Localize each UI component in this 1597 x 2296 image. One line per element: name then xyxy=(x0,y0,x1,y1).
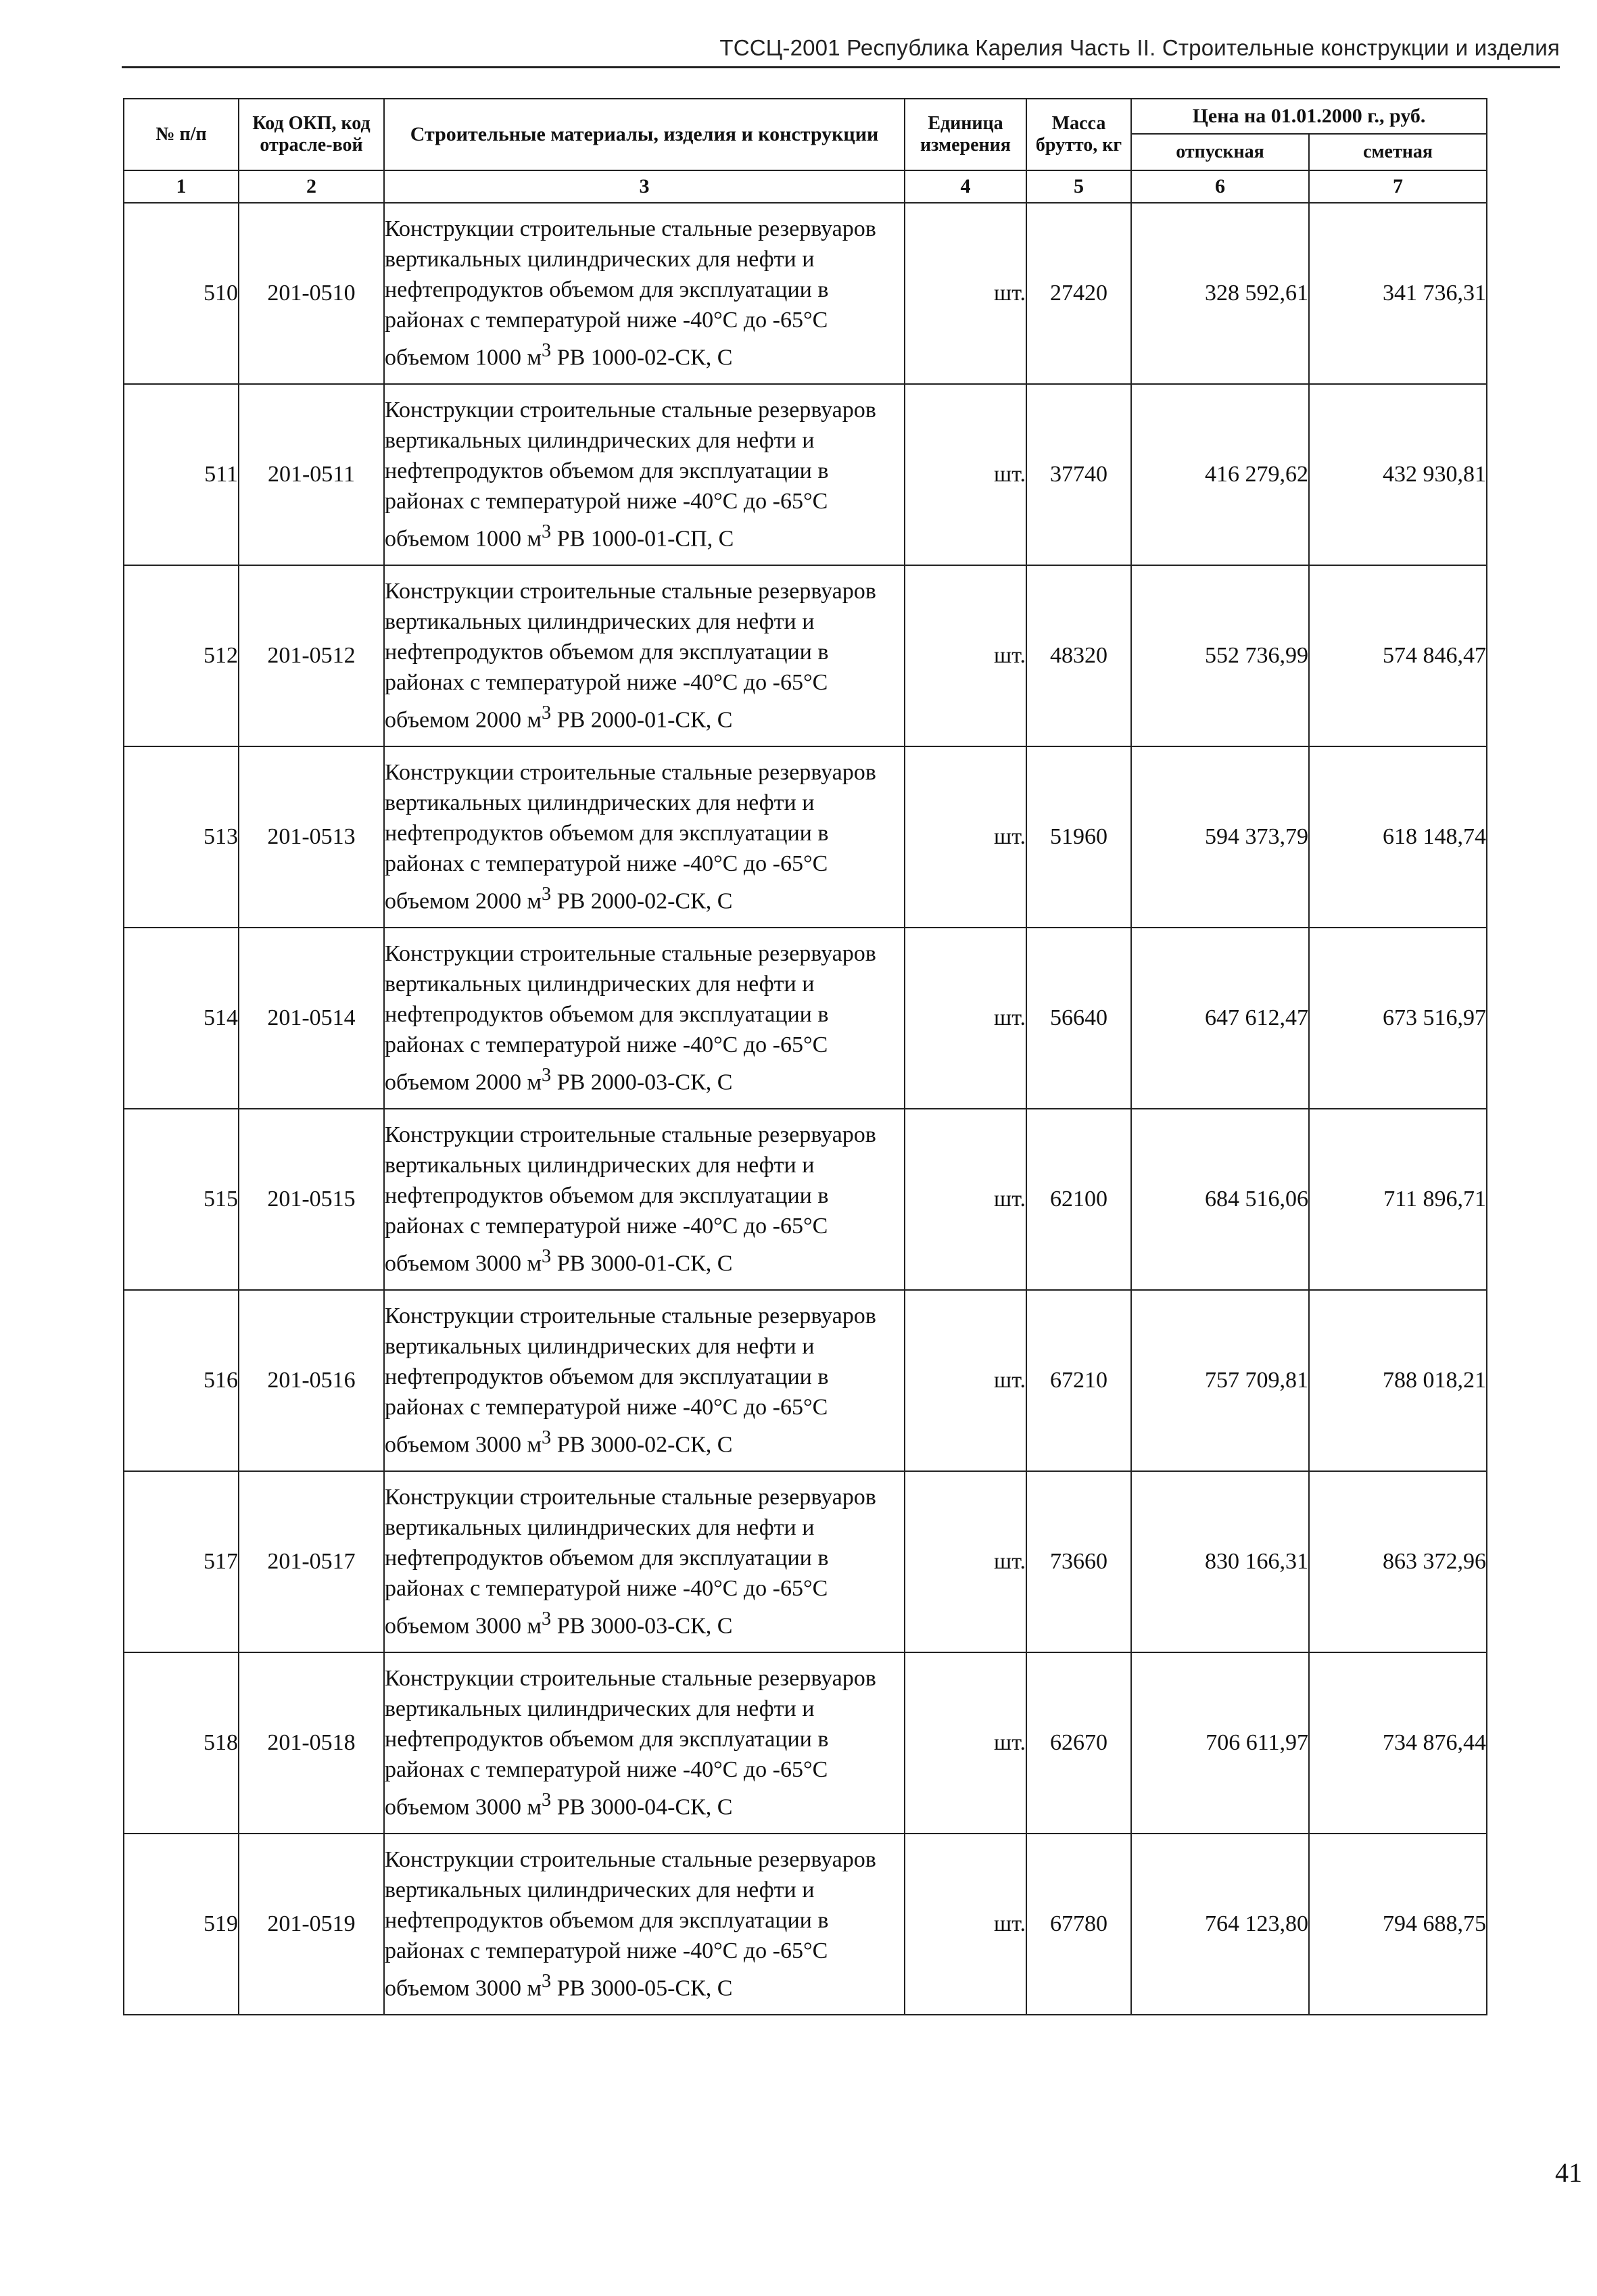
header-num: № п/п xyxy=(124,99,239,170)
item-description-text: Конструкции строительные стальные резервуаров вертикальных цилиндрических для нефти и нефтепродуктов объемом для эксплуатации в районах с температурой ниже -40°С до -65°С объемом 3000 м xyxy=(385,1122,876,1276)
row-number: 519 xyxy=(124,1834,239,2015)
okp-code: 201-0516 xyxy=(239,1290,384,1471)
header-rule xyxy=(122,66,1560,68)
unit-of-measure: шт. xyxy=(905,1652,1026,1834)
gross-mass: 62670 xyxy=(1026,1652,1131,1834)
header-name: Строительные материалы, изделия и конструкции xyxy=(384,99,905,170)
gross-mass: 73660 xyxy=(1026,1471,1131,1652)
column-number-row xyxy=(124,170,1487,203)
unit-of-measure: шт. xyxy=(905,1290,1026,1471)
gross-mass: 27420 xyxy=(1026,203,1131,384)
column-number: 2 xyxy=(239,170,384,203)
row-number: 518 xyxy=(124,1652,239,1834)
unit-of-measure: шт. xyxy=(905,203,1026,384)
release-price: 416 279,62 xyxy=(1131,384,1309,565)
item-description-code: РВ 2000-02-СК, С xyxy=(551,888,733,914)
page-number: 41 xyxy=(1555,2157,1582,2188)
item-description-code: РВ 2000-03-СК, С xyxy=(551,1070,733,1095)
item-description xyxy=(384,928,905,1109)
estimate-price: 341 736,31 xyxy=(1309,203,1487,384)
estimate-price: 673 516,97 xyxy=(1309,928,1487,1109)
estimate-price: 734 876,44 xyxy=(1309,1652,1487,1834)
unit-superscript: 3 xyxy=(542,1246,552,1268)
item-description xyxy=(384,1109,905,1290)
estimate-price: 794 688,75 xyxy=(1309,1834,1487,2015)
price-table xyxy=(123,98,1487,2015)
header-price-release: отпускная xyxy=(1131,134,1309,170)
unit-of-measure: шт. xyxy=(905,384,1026,565)
okp-code: 201-0512 xyxy=(239,565,384,746)
release-price: 647 612,47 xyxy=(1131,928,1309,1109)
unit-superscript: 3 xyxy=(542,1971,552,1992)
row-number: 515 xyxy=(124,1109,239,1290)
header-unit: Единица измерения xyxy=(905,99,1026,170)
unit-superscript: 3 xyxy=(542,1427,552,1449)
item-description-code: РВ 1000-01-СП, С xyxy=(551,526,734,552)
unit-of-measure: шт. xyxy=(905,565,1026,746)
gross-mass: 67210 xyxy=(1026,1290,1131,1471)
row-number: 517 xyxy=(124,1471,239,1652)
release-price: 757 709,81 xyxy=(1131,1290,1309,1471)
item-description xyxy=(384,1290,905,1471)
item-description xyxy=(384,1471,905,1652)
okp-code: 201-0513 xyxy=(239,746,384,928)
column-number: 4 xyxy=(905,170,1026,203)
column-number: 7 xyxy=(1309,170,1487,203)
table-row xyxy=(124,928,1487,1109)
okp-code: 201-0517 xyxy=(239,1471,384,1652)
okp-code: 201-0511 xyxy=(239,384,384,565)
gross-mass: 37740 xyxy=(1026,384,1131,565)
estimate-price: 711 896,71 xyxy=(1309,1109,1487,1290)
release-price: 706 611,97 xyxy=(1131,1652,1309,1834)
item-description xyxy=(384,384,905,565)
release-price: 552 736,99 xyxy=(1131,565,1309,746)
row-number: 516 xyxy=(124,1290,239,1471)
row-number: 513 xyxy=(124,746,239,928)
document-header-title: ТССЦ-2001 Республика Карелия Часть II. Строительные конструкции и изделия xyxy=(719,35,1560,60)
unit-of-measure: шт. xyxy=(905,1109,1026,1290)
item-description-code: РВ 3000-03-СК, С xyxy=(551,1613,733,1639)
item-description xyxy=(384,1834,905,2015)
release-price: 328 592,61 xyxy=(1131,203,1309,384)
table-row xyxy=(124,565,1487,746)
row-number: 511 xyxy=(124,384,239,565)
item-description xyxy=(384,1652,905,1834)
item-description-text: Конструкции строительные стальные резервуаров вертикальных цилиндрических для нефти и нефтепродуктов объемом для эксплуатации в районах с температурой ниже -40°С до -65°С объемом 1000 м xyxy=(385,398,876,552)
row-number: 512 xyxy=(124,565,239,746)
estimate-price: 618 148,74 xyxy=(1309,746,1487,928)
item-description-text: Конструкции строительные стальные резервуаров вертикальных цилиндрических для нефти и нефтепродуктов объемом для эксплуатации в районах с температурой ниже -40°С до -65°С объемом 3000 м xyxy=(385,1666,876,1820)
header-price-group: Цена на 01.01.2000 г., руб. xyxy=(1131,99,1487,134)
item-description-code: РВ 1000-02-СК, С xyxy=(551,345,733,370)
table-row xyxy=(124,1109,1487,1290)
okp-code: 201-0519 xyxy=(239,1834,384,2015)
row-number: 514 xyxy=(124,928,239,1109)
item-description-code: РВ 2000-01-СК, С xyxy=(551,707,733,733)
gross-mass: 51960 xyxy=(1026,746,1131,928)
column-number: 5 xyxy=(1026,170,1131,203)
unit-superscript: 3 xyxy=(542,340,552,362)
unit-superscript: 3 xyxy=(542,1790,552,1811)
row-number: 510 xyxy=(124,203,239,384)
item-description-text: Конструкции строительные стальные резервуаров вертикальных цилиндрических для нефти и нефтепродуктов объемом для эксплуатации в районах с температурой ниже -40°С до -65°С объемом 2000 м xyxy=(385,760,876,914)
release-price: 764 123,80 xyxy=(1131,1834,1309,2015)
estimate-price: 788 018,21 xyxy=(1309,1290,1487,1471)
unit-superscript: 3 xyxy=(542,884,552,905)
table-row xyxy=(124,203,1487,384)
table-row xyxy=(124,384,1487,565)
unit-of-measure: шт. xyxy=(905,746,1026,928)
item-description-code: РВ 3000-02-СК, С xyxy=(551,1432,733,1458)
table-row xyxy=(124,746,1487,928)
item-description xyxy=(384,746,905,928)
gross-mass: 48320 xyxy=(1026,565,1131,746)
estimate-price: 863 372,96 xyxy=(1309,1471,1487,1652)
item-description-code: РВ 3000-01-СК, С xyxy=(551,1251,733,1276)
unit-superscript: 3 xyxy=(542,1608,552,1630)
estimate-price: 574 846,47 xyxy=(1309,565,1487,746)
item-description-code: РВ 3000-05-СК, С xyxy=(551,1976,733,2001)
gross-mass: 67780 xyxy=(1026,1834,1131,2015)
item-description-code: РВ 3000-04-СК, С xyxy=(551,1794,733,1820)
item-description xyxy=(384,565,905,746)
unit-of-measure: шт. xyxy=(905,1471,1026,1652)
item-description-text: Конструкции строительные стальные резервуаров вертикальных цилиндрических для нефти и нефтепродуктов объемом для эксплуатации в районах с температурой ниже -40°С до -65°С объемом 3000 м xyxy=(385,1485,876,1639)
unit-superscript: 3 xyxy=(542,521,552,543)
gross-mass: 62100 xyxy=(1026,1109,1131,1290)
header-code: Код ОКП, код отрасле-вой xyxy=(239,99,384,170)
release-price: 830 166,31 xyxy=(1131,1471,1309,1652)
header-price-estimate: сметная xyxy=(1309,134,1487,170)
table-row xyxy=(124,1471,1487,1652)
column-number: 3 xyxy=(384,170,905,203)
item-description xyxy=(384,203,905,384)
table-row xyxy=(124,1652,1487,1834)
okp-code: 201-0518 xyxy=(239,1652,384,1834)
okp-code: 201-0510 xyxy=(239,203,384,384)
release-price: 594 373,79 xyxy=(1131,746,1309,928)
item-description-text: Конструкции строительные стальные резервуаров вертикальных цилиндрических для нефти и нефтепродуктов объемом для эксплуатации в районах с температурой ниже -40°С до -65°С объемом 1000 м xyxy=(385,216,876,370)
okp-code: 201-0514 xyxy=(239,928,384,1109)
estimate-price: 432 930,81 xyxy=(1309,384,1487,565)
unit-of-measure: шт. xyxy=(905,1834,1026,2015)
unit-superscript: 3 xyxy=(542,1065,552,1086)
item-description-text: Конструкции строительные стальные резервуаров вертикальных цилиндрических для нефти и нефтепродуктов объемом для эксплуатации в районах с температурой ниже -40°С до -65°С объемом 2000 м xyxy=(385,941,876,1095)
table-row xyxy=(124,1290,1487,1471)
column-number: 6 xyxy=(1131,170,1309,203)
item-description-text: Конструкции строительные стальные резервуаров вертикальных цилиндрических для нефти и нефтепродуктов объемом для эксплуатации в районах с температурой ниже -40°С до -65°С объемом 2000 м xyxy=(385,579,876,733)
table-row xyxy=(124,1834,1487,2015)
unit-of-measure: шт. xyxy=(905,928,1026,1109)
gross-mass: 56640 xyxy=(1026,928,1131,1109)
okp-code: 201-0515 xyxy=(239,1109,384,1290)
item-description-text: Конструкции строительные стальные резервуаров вертикальных цилиндрических для нефти и нефтепродуктов объемом для эксплуатации в районах с температурой ниже -40°С до -65°С объемом 3000 м xyxy=(385,1304,876,1458)
unit-superscript: 3 xyxy=(542,702,552,724)
release-price: 684 516,06 xyxy=(1131,1109,1309,1290)
header-mass: Масса брутто, кг xyxy=(1026,99,1131,170)
column-number: 1 xyxy=(124,170,239,203)
item-description-text: Конструкции строительные стальные резервуаров вертикальных цилиндрических для нефти и нефтепродуктов объемом для эксплуатации в районах с температурой ниже -40°С до -65°С объемом 3000 м xyxy=(385,1847,876,2001)
